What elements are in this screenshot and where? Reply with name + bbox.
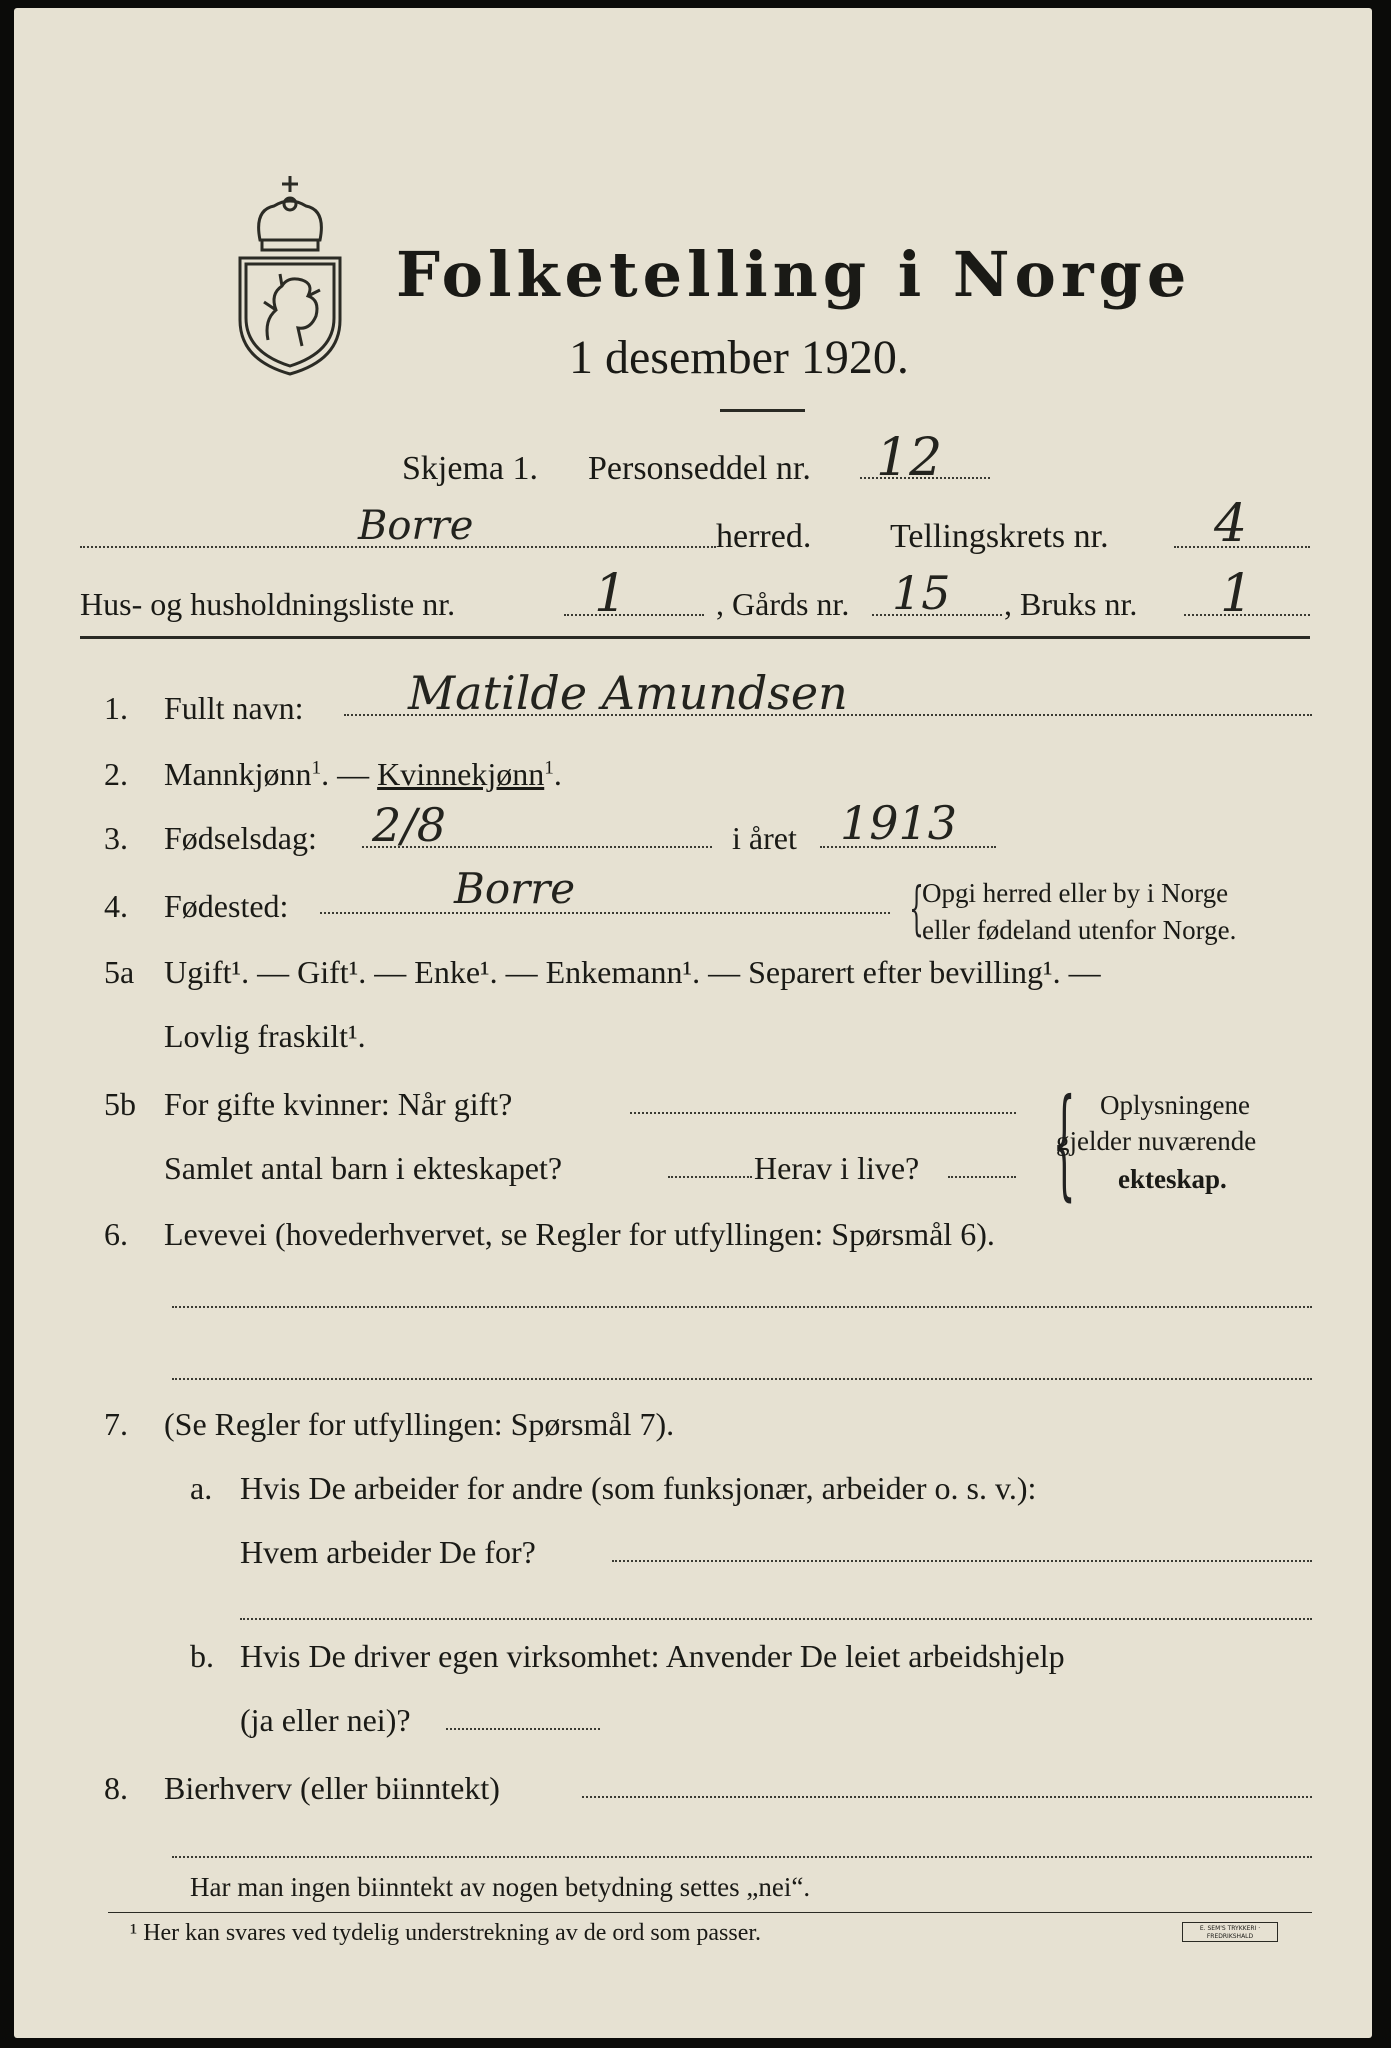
q3-number: 3. xyxy=(104,820,128,856)
census-form-sheet xyxy=(14,8,1372,2038)
q6-answer-line1 xyxy=(172,1306,1312,1308)
q7-text: (Se Regler for utfyllingen: Spørsmål 7). xyxy=(164,1406,675,1442)
bruks-value: 1 xyxy=(1220,564,1254,624)
q2-female-option: Kvinnekjønn xyxy=(377,756,545,792)
q4-note-brace: { xyxy=(909,874,924,942)
q5a-number: 5a xyxy=(104,954,135,990)
q3-year-label: i året xyxy=(732,820,797,856)
q7b-line1: Hvis De driver egen virksomhet: Anvender De leiet arbeidshjelp xyxy=(240,1638,1065,1674)
q4-note-line1: Opgi herred eller by i Norge xyxy=(922,878,1229,908)
hus-line xyxy=(564,614,704,616)
hus-value: 1 xyxy=(594,564,628,624)
q7a-line1: Hvis De arbeider for andre (som funksjonær, arbeider o. s. v.): xyxy=(240,1470,1037,1506)
q8-answer-line2 xyxy=(172,1856,1312,1858)
q8-text: Bierhverv (eller biinntekt) xyxy=(164,1770,500,1806)
q5b-line1: For gifte kvinner: Når gift? xyxy=(164,1086,513,1122)
q4-line xyxy=(320,912,890,914)
q7a-employer-line2 xyxy=(240,1618,1312,1620)
census-date: 1 desember 1920. xyxy=(569,331,909,384)
schema-label: Skjema 1. xyxy=(402,450,538,487)
q5b-note-line1: Oplysningene xyxy=(1100,1090,1250,1120)
tellingskrets-value: 4 xyxy=(1214,494,1248,554)
q5b-note-line3: ekteskap. xyxy=(1118,1164,1227,1194)
q3-year-value: 1913 xyxy=(840,796,958,850)
q5a-line2: Lovlig fraskilt¹. xyxy=(164,1018,366,1054)
q5b-married-line xyxy=(630,1112,1016,1114)
q7-number: 7. xyxy=(104,1406,128,1442)
norwegian-coat-of-arms-icon xyxy=(224,170,356,380)
q8-note: Har man ingen biinntekt av nogen betydning settes „nei“. xyxy=(190,1872,811,1902)
header-divider xyxy=(80,636,1310,639)
q2-gender: Mannkjønn$^1$. — Kvinnekjønn$^1$. xyxy=(164,756,562,792)
q5b-note-line2: gjelder nuværende xyxy=(1056,1126,1257,1156)
q5b-line2b: Herav i live? xyxy=(754,1150,920,1186)
q1-value: Matilde Amundsen xyxy=(408,666,848,720)
q4-number: 4. xyxy=(104,888,128,924)
q7a-line2: Hvem arbeider De for? xyxy=(240,1534,536,1570)
q2-male-option: Mannkjønn xyxy=(164,756,312,792)
q6-text: Levevei (hovederhvervet, se Regler for utfyllingen: Spørsmål 6). xyxy=(164,1216,995,1252)
hus-label: Hus- og husholdningsliste nr. xyxy=(80,586,456,622)
q4-value: Borre xyxy=(454,864,576,913)
q3-day-value: 2/8 xyxy=(372,798,447,852)
q3-label: Fødselsdag: xyxy=(164,820,317,856)
q5b-alive-line xyxy=(948,1176,1016,1178)
q8-answer-line xyxy=(582,1796,1312,1798)
q5b-note-brace: { xyxy=(1052,1074,1076,1213)
printer-mark-text: E. SEM'S TRYKKERI · FREDRIKSHALD xyxy=(1199,1925,1261,1940)
q5a-line1: Ugift¹. — Gift¹. — Enke¹. — Enkemann¹. — Separert efter bevilling¹. — xyxy=(164,954,1101,990)
q7b-label: b. xyxy=(190,1638,214,1674)
q4-label: Fødested: xyxy=(164,888,289,924)
q7a-label: a. xyxy=(190,1470,213,1506)
q6-number: 6. xyxy=(104,1216,128,1252)
printer-mark xyxy=(1182,1922,1278,1942)
form-title: Folketelling i Norge xyxy=(396,238,1192,311)
q8-number: 8. xyxy=(104,1770,128,1806)
q5b-children-line xyxy=(668,1176,752,1178)
q1-number: 1. xyxy=(104,690,128,726)
footnote-divider xyxy=(108,1912,1312,1913)
personseddel-value: 12 xyxy=(876,428,943,488)
tellingskrets-label: Tellingskrets nr. xyxy=(890,518,1109,555)
gards-label: , Gårds nr. xyxy=(716,586,850,622)
q7a-employer-line xyxy=(612,1560,1312,1562)
herred-label: herred. xyxy=(716,518,812,555)
q5b-line2a: Samlet antal barn i ekteskapet? xyxy=(164,1150,563,1186)
bruks-label: , Bruks nr. xyxy=(1004,586,1138,622)
q5b-number: 5b xyxy=(104,1086,136,1122)
q2-number: 2. xyxy=(104,756,128,792)
q4-note-line2: eller fødeland utenfor Norge. xyxy=(922,915,1237,945)
q7b-line2: (ja eller nei)? xyxy=(240,1702,411,1738)
footnote: ¹ Her kan svares ved tydelig understrekning av de ord som passer. xyxy=(130,1920,762,1946)
q6-answer-line2 xyxy=(172,1378,1312,1380)
herred-value: Borre xyxy=(358,503,474,549)
q1-label: Fullt navn: xyxy=(164,690,304,726)
gards-value: 15 xyxy=(892,566,951,620)
q7b-answer-line xyxy=(446,1728,600,1730)
title-divider xyxy=(720,409,805,412)
personseddel-label: Personseddel nr. xyxy=(588,450,811,487)
